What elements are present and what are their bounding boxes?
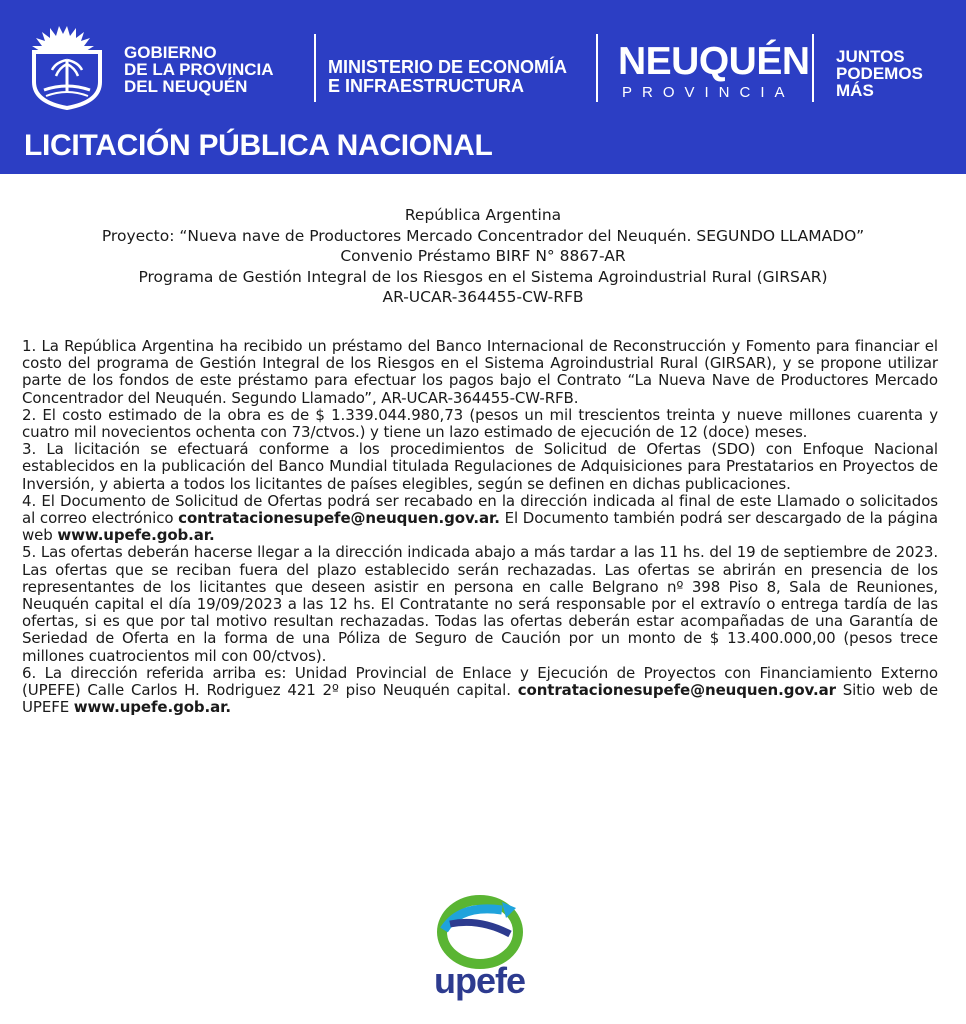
email-link[interactable]: contratacionesupefe@neuquen.gov.ar. [178, 509, 500, 528]
paragraph-6 [22, 665, 938, 717]
slogan-line-1: JUNTOS [836, 47, 905, 66]
notice-body [22, 338, 938, 716]
code-line: AR-UCAR-364455-CW-RFB [382, 288, 584, 306]
page-title: LICITACIÓN PÚBLICA NACIONAL [24, 129, 493, 162]
brand-title: NEUQUÉN [618, 40, 810, 83]
paragraph-2: 2. El costo estimado de la obra es de $ 1.339.044.980,73 (pesos un mil trescientos treinta y nueve millones cuarenta y cuatro mil novecientos ochenta con 73/ctvos.) y tiene un lazo estimado de ejecución de 12 (doce) meses. [22, 405, 938, 442]
header-banner [0, 0, 966, 174]
country-line: República Argentina [404, 206, 562, 224]
paragraph-6-text-a: 6. La dirección referida arriba es: Unidad Provincial de Enlace y Ejecución de Proyectos con Financiamiento Externo (UPEFE) Calle Carlos H. Rodriguez 421 2º piso Neuquén capital. [22, 663, 938, 700]
paragraph-4-text-a: 4. El Documento de Solicitud de Ofertas podrá ser recabado en la dirección indicada al final de este Llamado o solicitados al correo electrónico [22, 491, 938, 528]
paragraph-5: 5. Las ofertas deberán hacerse llegar a la dirección indicada abajo a más tardar a las 11 hs. del 19 de septiembre de 2023. Las ofertas que se reciban fuera del plazo establecido serán rechazadas. Las ofertas se abrirán en presencia de los representantes de los licitantes que deseen asistir en persona en calle Belgrano nº 398 Piso 8, Sala de Reuniones, Neuquén capital el día 19/09/2023 a las 12 hs. El Contratante no será responsable por el extravío o entrega tardía de las ofertas, si es que por tal motivo resultan rechazadas. Todas las ofertas deberán estar acompañadas de una Garantía de Seriedad de Oferta en la forma de una Póliza de Seguro de Caución por un monto de $ 13.400.000,00 (pesos trece millones cuatrocientos mil con 00/ctvos). [22, 543, 938, 665]
paragraph-6-text-b: Sitio web de UPEFE [22, 681, 939, 717]
email-link[interactable]: contratacionesupefe@neuquen.gov.ar [517, 681, 836, 700]
program-line: Programa de Gestión Integral de los Riesgos en el Sistema Agroindustrial Rural (GIRSAR) [138, 267, 828, 286]
brand-subtitle: PROVINCIA [622, 84, 795, 101]
paragraph-4-text-b: El Documento también podrá ser descargado de la página web [22, 509, 938, 545]
ministry-line-2: E INFRAESTRUCTURA [328, 76, 524, 96]
website-link[interactable]: www.upefe.gob.ar. [73, 698, 231, 717]
website-link[interactable]: www.upefe.gob.ar. [57, 526, 215, 545]
gov-line-3: DEL NEUQUÉN [124, 77, 248, 96]
slogan [836, 48, 923, 99]
loan-line: Convenio Préstamo BIRF N° 8867-AR [340, 247, 626, 265]
upefe-wordmark: upefe [434, 960, 526, 1001]
separator [314, 34, 316, 102]
slogan-line-3: MÁS [836, 81, 874, 100]
government-name [124, 44, 274, 95]
project-header [20, 205, 946, 308]
paragraph-4 [22, 493, 938, 545]
slogan-line-2: PODEMOS [836, 64, 923, 83]
paragraph-1: 1. La República Argentina ha recibido un préstamo del Banco Internacional de Reconstrucción y Fomento para financiar el costo del programa de Gestión Integral de los Riesgos en el Sistema Agroindustrial Rural (GIRSAR), y se propone utilizar parte de los fondos de este préstamo para efectuar los pagos bajo el Contrato “La Nueva Nave de Productores Mercado Concentrador del Neuquén. Segundo Llamado”, AR-UCAR-364455-CW-RFB. [22, 337, 938, 407]
project-line: Proyecto: “Nueva nave de Productores Mercado Concentrador del Neuquén. SEGUNDO LLAMADO” [101, 226, 865, 245]
gov-line-1: GOBIERNO [124, 43, 217, 62]
paragraph-3: 3. La licitación se efectuará conforme a los procedimientos de Solicitud de Ofertas (SDO) con Enfoque Nacional establecidos en la publicación del Banco Mundial titulada Regulaciones de Adquisiciones para Prestatarios en Proyectos de Inversión, y abierta a todos los licitantes de países elegibles, según se definen en dichas publicaciones. [22, 440, 938, 493]
ministry-line-1: MINISTERIO DE ECONOMÍA [328, 57, 568, 77]
separator [812, 34, 814, 102]
separator [596, 34, 598, 102]
ministry-name [328, 58, 567, 96]
province-shield-icon [26, 24, 108, 110]
logo-row [0, 0, 966, 118]
gov-line-2: DE LA PROVINCIA [124, 60, 274, 79]
